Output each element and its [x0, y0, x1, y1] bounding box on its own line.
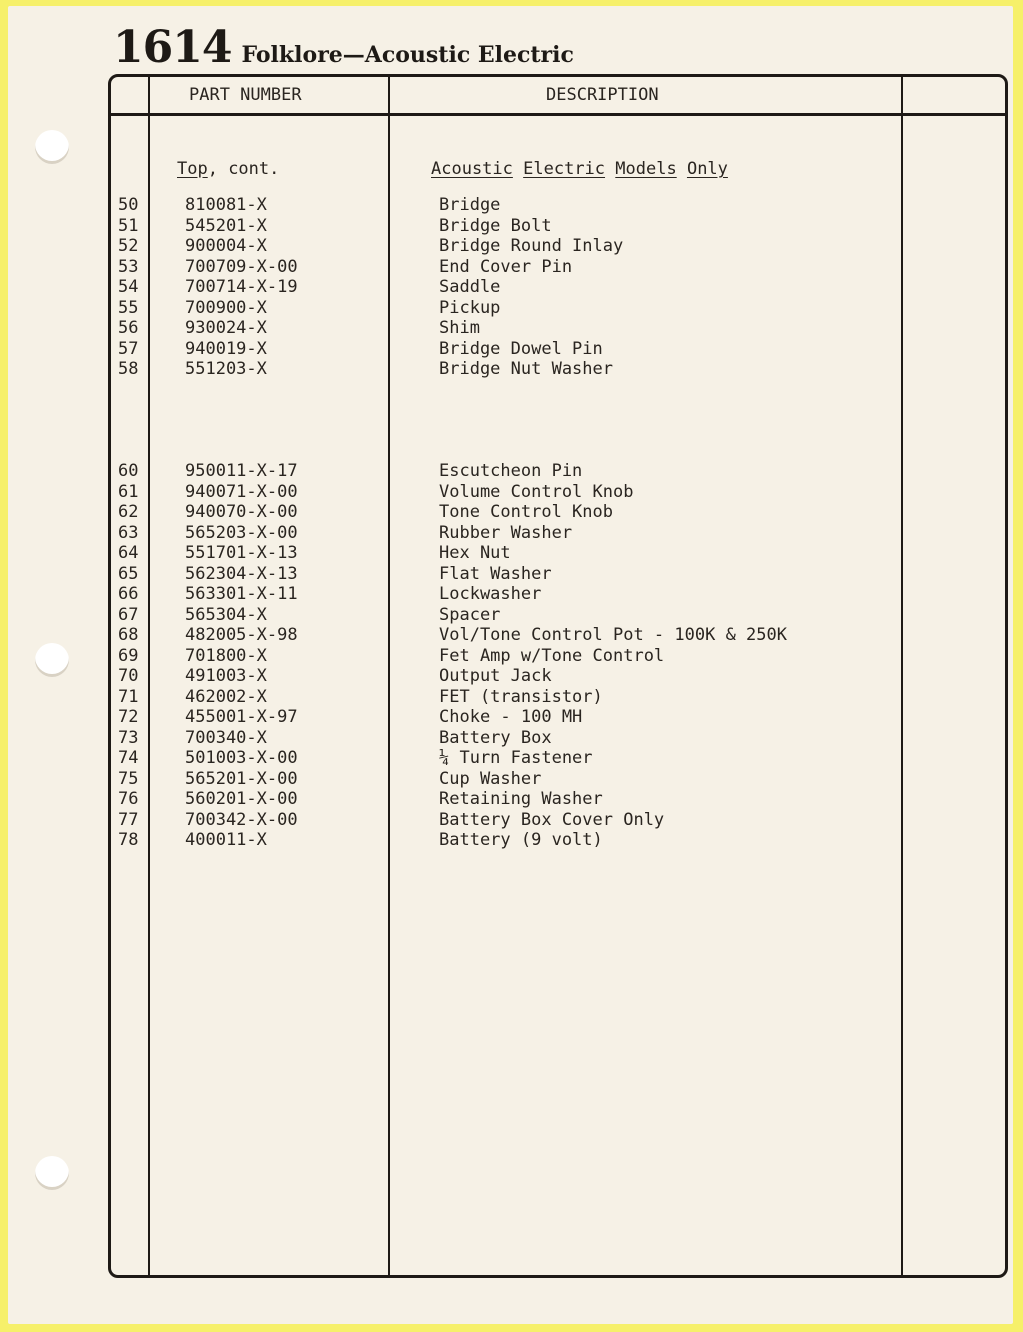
- part-description: Battery Box: [439, 728, 552, 748]
- part-number: 930024-X: [185, 318, 267, 338]
- part-description: FET (transistor): [439, 687, 603, 707]
- row-number: 61: [118, 482, 139, 502]
- part-number: 563301-X-11: [185, 584, 298, 604]
- row-number: 66: [118, 584, 139, 604]
- row-number: 57: [118, 339, 139, 359]
- row-number: 54: [118, 277, 139, 297]
- part-description: Choke - 100 MH: [439, 707, 583, 727]
- row-number: 65: [118, 564, 139, 584]
- part-description: Bridge Nut Washer: [439, 359, 613, 379]
- part-description: Bridge: [439, 195, 501, 215]
- part-number: 551701-X-13: [185, 543, 298, 563]
- part-description: Shim: [439, 318, 480, 338]
- row-number: 51: [118, 216, 139, 236]
- section-part-suffix: , cont.: [207, 159, 280, 179]
- part-description: Tone Control Knob: [439, 502, 613, 522]
- part-number: 562304-X-13: [185, 564, 298, 584]
- part-description: Battery (9 volt): [439, 830, 603, 850]
- part-number: 940071-X-00: [185, 482, 298, 502]
- row-number: 58: [118, 359, 139, 379]
- part-number: 551203-X: [185, 359, 267, 379]
- part-number: 545201-X: [185, 216, 267, 236]
- part-number: 700714-X-19: [185, 277, 298, 297]
- part-number: 700900-X: [185, 298, 267, 318]
- part-number: 482005-X-98: [185, 625, 298, 645]
- row-number: 69: [118, 646, 139, 666]
- part-description: Bridge Round Inlay: [439, 236, 624, 256]
- table-row: [8, 584, 1013, 604]
- table-row: [8, 216, 1013, 236]
- part-description: Volume Control Knob: [439, 482, 634, 502]
- row-number: 55: [118, 298, 139, 318]
- part-description: ¼ Turn Fastener: [439, 748, 593, 768]
- table-row: [8, 728, 1013, 748]
- part-number: 462002-X: [185, 687, 267, 707]
- part-description: Vol/Tone Control Pot - 100K & 250K: [439, 625, 787, 645]
- page-header: [113, 22, 574, 73]
- table-row: [8, 707, 1013, 727]
- document-page: [8, 6, 1013, 1324]
- row-number: 78: [118, 830, 139, 850]
- model-name: Folklore—Acoustic Electric: [241, 42, 574, 68]
- row-number: 56: [118, 318, 139, 338]
- row-number: 60: [118, 461, 139, 481]
- part-number: 810081-X: [185, 195, 267, 215]
- section-desc-word: Acoustic: [431, 159, 513, 179]
- part-number: 501003-X-00: [185, 748, 298, 768]
- part-number: 700340-X: [185, 728, 267, 748]
- binder-hole-top: [35, 130, 69, 164]
- row-number: 53: [118, 257, 139, 277]
- table-row: [8, 605, 1013, 625]
- row-number: 75: [118, 769, 139, 789]
- table-row: [8, 810, 1013, 830]
- row-number: 73: [118, 728, 139, 748]
- part-description: Escutcheon Pin: [439, 461, 583, 481]
- row-number: 72: [118, 707, 139, 727]
- table-row: [8, 339, 1013, 359]
- section-part-heading: [177, 159, 279, 179]
- part-number: 700342-X-00: [185, 810, 298, 830]
- part-description: Output Jack: [439, 666, 552, 686]
- section-desc-word: Electric: [523, 159, 606, 179]
- part-description: Fet Amp w/Tone Control: [439, 646, 665, 666]
- part-description: Battery Box Cover Only: [439, 810, 665, 830]
- part-description: End Cover Pin: [439, 257, 573, 277]
- part-number: 560201-X-00: [185, 789, 298, 809]
- row-number: 62: [118, 502, 139, 522]
- table-row: [8, 625, 1013, 645]
- part-number: 940070-X-00: [185, 502, 298, 522]
- table-row: [8, 543, 1013, 563]
- part-number: 565304-X: [185, 605, 267, 625]
- row-number: 77: [118, 810, 139, 830]
- section-desc-word: Models: [615, 159, 677, 179]
- part-number: 455001-X-97: [185, 707, 298, 727]
- part-number: 940019-X: [185, 339, 267, 359]
- table-row: [8, 277, 1013, 297]
- part-number: 491003-X: [185, 666, 267, 686]
- part-description: Pickup: [439, 298, 501, 318]
- part-number: 565201-X-00: [185, 769, 298, 789]
- binder-hole-bottom: [35, 1156, 69, 1190]
- row-number: 50: [118, 195, 139, 215]
- table-row: [8, 195, 1013, 215]
- table-row: [8, 461, 1013, 481]
- table-row: [8, 523, 1013, 543]
- section-desc-word: Only: [686, 159, 728, 179]
- table-row: [8, 318, 1013, 338]
- row-number: 71: [118, 687, 139, 707]
- table-row: [8, 564, 1013, 584]
- section-desc-heading: [431, 159, 728, 179]
- part-number: 701800-X: [185, 646, 267, 666]
- table-row: [8, 646, 1013, 666]
- row-number: 67: [118, 605, 139, 625]
- row-number: 70: [118, 666, 139, 686]
- table-row: [8, 482, 1013, 502]
- row-number: 76: [118, 789, 139, 809]
- column-header-description: DESCRIPTION: [546, 85, 659, 105]
- table-row: [8, 236, 1013, 256]
- header-divider: [111, 113, 1005, 116]
- row-number: 74: [118, 748, 139, 768]
- table-row: [8, 748, 1013, 768]
- part-description: Cup Washer: [439, 769, 542, 789]
- part-number: 900004-X: [185, 236, 267, 256]
- part-description: Bridge Bolt: [439, 216, 552, 236]
- table-row: [8, 502, 1013, 522]
- part-description: Spacer: [439, 605, 501, 625]
- part-description: Retaining Washer: [439, 789, 603, 809]
- part-description: Saddle: [439, 277, 501, 297]
- table-row: [8, 687, 1013, 707]
- table-row: [8, 789, 1013, 809]
- column-header-part-number: PART NUMBER: [189, 85, 302, 105]
- part-number: 400011-X: [185, 830, 267, 850]
- table-row: [8, 830, 1013, 850]
- part-description: Bridge Dowel Pin: [439, 339, 603, 359]
- part-description: Rubber Washer: [439, 523, 573, 543]
- table-row: [8, 666, 1013, 686]
- row-number: 52: [118, 236, 139, 256]
- part-description: Flat Washer: [439, 564, 552, 584]
- table-row: [8, 359, 1013, 379]
- table-row: [8, 298, 1013, 318]
- table-row: [8, 257, 1013, 277]
- part-number: 950011-X-17: [185, 461, 298, 481]
- row-number: 63: [118, 523, 139, 543]
- model-number: 1614: [113, 22, 232, 73]
- part-description: Lockwasher: [439, 584, 542, 604]
- part-number: 700709-X-00: [185, 257, 298, 277]
- part-number: 565203-X-00: [185, 523, 298, 543]
- row-number: 68: [118, 625, 139, 645]
- section-part-label: Top: [177, 159, 208, 179]
- part-description: Hex Nut: [439, 543, 511, 563]
- row-number: 64: [118, 543, 139, 563]
- table-row: [8, 769, 1013, 789]
